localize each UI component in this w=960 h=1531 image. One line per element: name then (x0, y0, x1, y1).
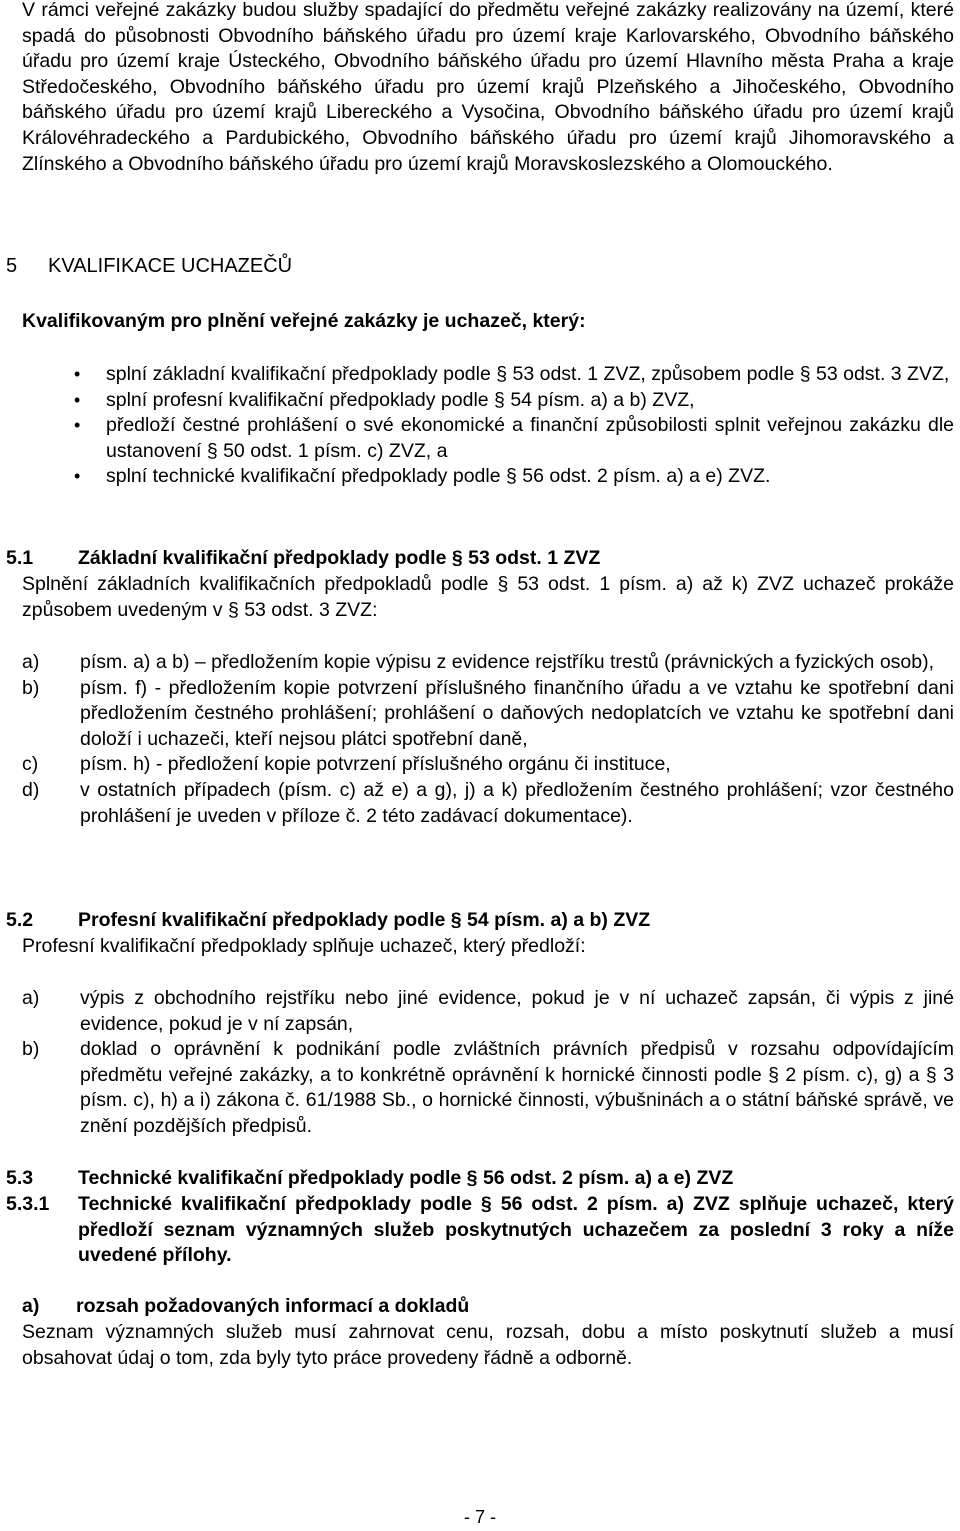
bullet-text: splní profesní kvalifikační předpoklady podle § 54 písm. a) a b) ZVZ, (106, 388, 695, 411)
subsection-a-marker: a) (22, 1295, 40, 1317)
section-5-1-number: 5.1 (6, 547, 34, 569)
list-item-text: doklad o oprávnění k podnikání podle zvláštních právních předpisů v rozsahu odpovídajícím předmětu veřejné zakázky, a to konkrétně oprávnění k hornické činnosti podle § 2 písm. c), g) a § 3 písm. c), h) a i) zákona č. 61/1988 Sb., o hornické činnosti, výbušninách a o státní báňské správě, ve znění pozdějších předpisů. (80, 1038, 954, 1137)
bullet-item (22, 413, 954, 464)
list-marker: b) (22, 676, 40, 699)
section-5-3-1-heading (6, 1192, 954, 1269)
list-item (22, 752, 954, 778)
section-5-3-1-number: 5.3.1 (6, 1193, 50, 1215)
list-item (22, 778, 954, 829)
list-marker: c) (22, 753, 39, 776)
section-5-3-title: Technické kvalifikační předpoklady podle § 56 odst. 2 písm. a) a e) ZVZ (78, 1167, 734, 1189)
section-5-3-heading (6, 1166, 733, 1192)
section-5-2-title: Profesní kvalifikační předpoklady podle § 54 písm. a) a b) ZVZ (78, 909, 651, 931)
list-item (22, 676, 954, 753)
section-5-number: 5 (6, 255, 18, 277)
bullet-icon: • (74, 415, 81, 436)
bullet-text: splní základní kvalifikační předpoklady podle § 53 odst. 1 ZVZ, způsobem podle § 53 odst. 3 ZVZ, (106, 363, 950, 385)
list-item (22, 986, 954, 1037)
section-5-1-title: Základní kvalifikační předpoklady podle § 53 odst. 1 ZVZ (78, 547, 601, 569)
section-5-2-number: 5.2 (6, 909, 34, 931)
section-5-1-heading (6, 546, 600, 572)
subsection-a-heading (22, 1294, 469, 1320)
list-item-text: písm. h) - předložení kopie potvrzení příslušného orgánu či instituce, (80, 753, 671, 776)
bullet-icon: • (74, 466, 81, 487)
section-5-1-text: Splnění základních kvalifikačních předpokladů podle § 53 odst. 1 písm. a) až k) ZVZ uchazeč prokáže způsobem uvedeným v § 53 odst. 3 ZVZ: (22, 573, 954, 621)
list-item-text: výpis z obchodního rejstříku nebo jiné evidence, pokud je v ní uchazeč zapsán, či výpis z jiné evidence, pokud je v ní zapsán, (80, 987, 954, 1035)
list-marker: a) (22, 987, 40, 1009)
list-item-text: v ostatních případech (písm. c) až e) a g), j) a k) předložením čestného prohlášení; vzor čestného prohlášení je uveden v příloze č. 2 této zadávací dokumentace). (80, 778, 954, 827)
subsection-a-title: rozsah požadovaných informací a dokladů (76, 1295, 470, 1317)
bullet-item (22, 362, 954, 388)
section-5-3-number: 5.3 (6, 1167, 34, 1189)
section-5-title: KVALIFIKACE UCHAZEČŮ (48, 255, 293, 277)
list-item-text: písm. a) a b) – předložením kopie výpisu z evidence rejstříku trestů (právnických a fyzických osob), (80, 651, 935, 673)
list-marker: b) (22, 1038, 40, 1061)
section-5-2-list (22, 986, 954, 1140)
bullet-icon: • (74, 389, 81, 410)
section-5-1-list (22, 650, 954, 829)
page-number: - 7 - (463, 1507, 496, 1527)
list-marker: d) (22, 778, 40, 801)
section-5-3-1-text: Seznam významných služeb musí zahrnovat cenu, rozsah, dobu a místo poskytnutí služeb a musí obsahovat údaj o tom, zda byly tyto práce provedeny řádně a odborně. (22, 1321, 954, 1369)
bullet-item (22, 388, 954, 414)
bullet-text: splní technické kvalifikační předpoklady podle § 56 odst. 2 písm. a) a e) ZVZ. (106, 465, 771, 488)
qualified-intro: Kvalifikovaným pro plnění veřejné zakázky je uchazeč, který: (22, 310, 586, 332)
bullet-item (22, 464, 954, 490)
list-item-text: písm. f) - předložením kopie potvrzení příslušného finančního úřadu a ve vztahu ke spotřební dani předložením čestného prohlášení; prohlášení o daňových nedoplatcích ve vztahu ke spotřební dani doloží i uchazeči, kteří nejsou plátci spotřební daně, (80, 676, 954, 750)
list-item (22, 650, 954, 676)
bullet-icon: • (74, 364, 81, 384)
intro-paragraph: V rámci veřejné zakázky budou služby spadající do předmětu veřejné zakázky realizovány na území, které spadá do působnosti Obvodního báňského úřadu pro území kraje Karlovarského, Obvodního báňského úřadu pro území kraje Ústeckého, Obvodního báňského úřadu pro území Hlavního města Praha a kraje Středočeského, Obvodního báňského úřadu pro území krajů Plzeňského a Jihočeského, Obvodního báňského úřadu pro území krajů Libereckého a Vysočina, Obvodního báňského úřadu pro území krajů Královéhradeckého a Pardubického, Obvodního báňského úřadu pro území krajů Jihomoravského a Zlínského a Obvodního báňského úřadu pro území krajů Moravskoslezského a Olomouckého. (22, 0, 954, 175)
qualification-bullet-list (22, 362, 954, 490)
section-5-2-heading (6, 908, 650, 934)
list-item (22, 1037, 954, 1139)
section-5-3-1-title: Technické kvalifikační předpoklady podle § 56 odst. 2 písm. a) ZVZ splňuje uchazeč, který předloží seznam významných služeb poskytnutých uchazečem za poslední 3 roky a níže uvedené přílohy. (78, 1193, 954, 1267)
bullet-text: předloží čestné prohlášení o své ekonomické a finanční způsobilosti splnit veřejnou zakázku dle ustanovení § 50 odst. 1 písm. c) ZVZ, a (106, 414, 954, 462)
section-5-heading (6, 254, 292, 280)
section-5-2-text: Profesní kvalifikační předpoklady splňuje uchazeč, který předloží: (22, 935, 586, 957)
list-marker: a) (22, 651, 40, 673)
